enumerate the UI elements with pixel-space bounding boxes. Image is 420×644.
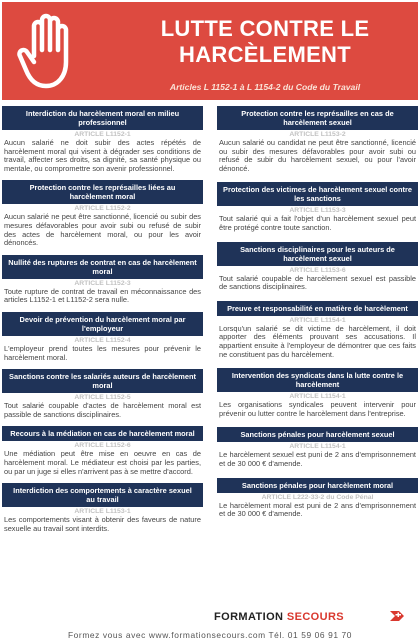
article-ref: ARTICLE L1152-6 — [74, 442, 131, 450]
section-title: Preuve et responsabilité en matière de harcèlement — [217, 301, 418, 316]
brand-logo — [214, 608, 410, 624]
article-ref: ARTICLE L1153-1 — [74, 508, 131, 516]
section-title: Protection contre les représailles liées au harcèlement moral — [2, 180, 203, 204]
page-title: LUTTE CONTRE LE HARCÈLEMENT — [160, 16, 370, 67]
article-section — [217, 301, 418, 359]
article-ref: ARTICLE L1152-4 — [74, 336, 131, 344]
section-title: Protection contre les représailles en cas de harcèlement sexuel — [217, 106, 418, 130]
article-ref: ARTICLE L1154-1 — [289, 393, 346, 401]
article-ref: ARTICLE L1154-1 — [289, 443, 346, 451]
article-ref: ARTICLE L1153-2 — [289, 131, 346, 138]
section-title: Intervention des syndicats dans la lutte contre le harcèlement — [217, 368, 418, 392]
logo-word-secours: SECOURS — [286, 611, 345, 623]
section-text: L'employeur prend toutes les mesures pour prévenir le harcèlement moral. — [4, 343, 201, 362]
left-column — [2, 106, 203, 540]
article-section — [217, 182, 418, 232]
article-ref: ARTICLE L1153-6 — [289, 266, 346, 274]
header-banner — [2, 2, 418, 100]
article-ref: ARTICLE L1152-1 — [74, 131, 131, 138]
article-ref: ARTICLE L1154-1 — [289, 316, 346, 324]
article-section — [217, 427, 418, 468]
section-text: Tout salarié coupable d'actes de harcèlement moral est passible de sanctions disciplinaires. — [4, 401, 201, 419]
article-ref: ARTICLE L1152-2 — [74, 205, 131, 213]
section-text: Les comportements visant à obtenir des faveurs de nature sexuelle au travail sont interdits. — [4, 515, 201, 533]
section-title: Recours à la médiation en cas de harcèlement moral — [2, 426, 203, 441]
section-text: Tout salarié coupable de harcèlement sexuel est passible de sanctions disciplinaires. — [219, 273, 416, 292]
footer-contact: Formez vous avec www.formationsecours.com Tél. 01 59 06 91 70 — [67, 630, 353, 640]
stop-hand-icon — [14, 12, 90, 90]
section-title: Sanctions disciplinaires pour les auteurs de harcèlement sexuel — [217, 242, 418, 266]
article-section — [217, 478, 418, 519]
article-section — [2, 255, 203, 305]
article-section — [217, 106, 418, 173]
article-ref: ARTICLE L1152-5 — [74, 394, 131, 402]
section-text: Une médiation peut être mise en oeuvre en cas de harcèlement moral. Le médiateur est choisi par les parties, ou par un juge si elles n'arrivent pas à se mettre d'accord. — [4, 449, 201, 476]
logo-word-formation: FORMATION — [214, 611, 287, 623]
section-text: Tout salarié qui a fait l'objet d'un harcèlement sexuel peut être protégé contre toute sanction. — [219, 214, 416, 232]
article-section — [2, 483, 203, 533]
cross-logo-icon — [388, 608, 406, 624]
right-column — [217, 106, 418, 528]
section-title: Sanctions pénales pour harcèlement moral — [217, 478, 418, 493]
section-title: Interdiction du harcèlement moral en milieu professionnel — [2, 106, 203, 130]
section-title: Protection des victimes de harcèlement sexuel contre les sanctions — [217, 182, 418, 206]
section-title: Sanctions contre les salariés auteurs de harcèlement moral — [2, 369, 203, 393]
section-text: Lorsqu'un salarié se dit victime de harcèlement, il doit apporter des éléments prouvant ses accusations. Il appartient ensuite à l'employeur de démontrer que ces faits ne constituent pas du harcèlement. — [219, 323, 416, 359]
section-title: Nullité des ruptures de contrat en cas de harcèlement moral — [2, 255, 203, 279]
section-text: Les organisations syndicales peuvent intervenir pour prévenir ou lutter contre le harcèlement dans l'entreprise. — [219, 400, 416, 418]
section-text: Aucun salarié ne doit subir des actes répétés de harcèlement moral qui visent à dégrader ses conditions de travail, affecter ses droits, sa dignité, sa santé physique ou mentale, ou compromettre son avenir professionnel. — [4, 138, 201, 173]
article-section — [217, 368, 418, 418]
section-title: Sanctions pénales pour harcèlement sexuel — [217, 427, 418, 442]
section-text: Aucun salarié ou candidat ne peut être sanctionné, licencié ou subir des mesures défavorables pour avoir subi ou refusé de subir du harcèlement sexuel, ou pour l'avoir dénoncé. — [219, 138, 416, 173]
page-subtitle: Articles L 1152-1 à L 1154-2 du Code du Travail — [169, 82, 361, 92]
section-text: Toute rupture de contrat de travail en méconnaissance des articles L1152-1 et L1152-2 sera nulle. — [4, 286, 201, 305]
article-section — [2, 426, 203, 476]
section-title: Devoir de prévention du harcèlement moral par l'employeur — [2, 312, 203, 336]
article-section — [2, 312, 203, 362]
article-section — [2, 180, 203, 247]
article-ref: ARTICLE L1153-3 — [289, 207, 346, 215]
article-section — [2, 369, 203, 419]
article-ref: ARTICLE L1152-3 — [74, 279, 131, 287]
section-text: Le harcèlement sexuel est puni de 2 ans d'emprisonnement et de 30 000 € d'amende. — [219, 450, 416, 468]
section-text: Le harcèlement moral est puni de 2 ans d'emprisonnement et de 30 000 € d'amende. — [219, 500, 416, 519]
section-title: Interdiction des comportements à caractère sexuel au travail — [2, 483, 203, 507]
article-ref: ARTICLE L222-33-2 du Code Pénal — [261, 493, 374, 501]
section-text: Aucun salarié ne peut être sanctionné, licencié ou subir des mesures défavorables pour avoir subi ou refusé de subir des actes de harcèlement moral, ou pour les avoir dénoncés. — [4, 212, 201, 248]
logo-wordmark — [214, 611, 344, 623]
article-section — [2, 106, 203, 173]
article-section — [217, 242, 418, 292]
